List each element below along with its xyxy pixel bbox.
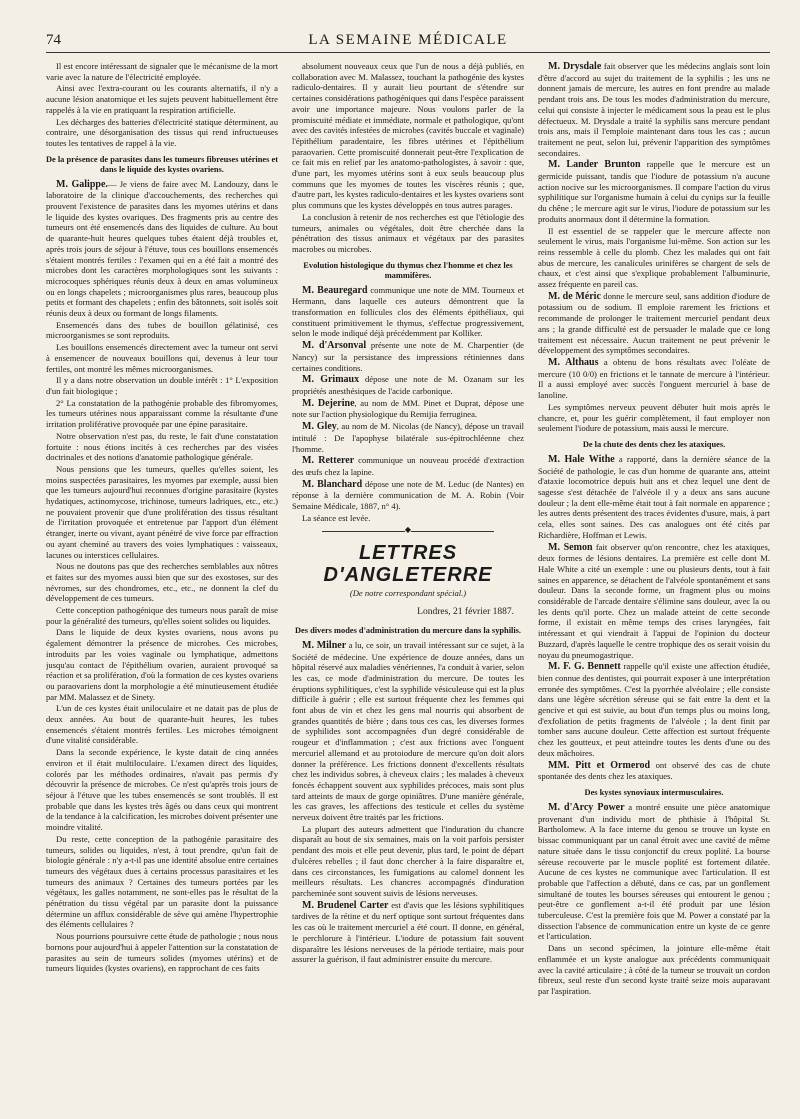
paragraph-text: fait observer qu'on rencontre, chez les ataxiques, deux formes de lésions dentaires. La première est celle dont M. Hale White a cité un exemple : une ou plusieurs dents, tout à fait saines en apparence, se détachent de l'alvéole spontanément et sans douleur. Dans la seconde forme, un fragment plus ou moins considérable de l'arcade dentaire s'élimine sans douleur, avec la ou les dents qu'il porte. Chez un malade atteint de cette seconde forme, il existait en même temps des crises laryngées, fait intéressant et qui viendrait à l'appui de l'opinion du docteur Buzzard, d'après laquelle le centre trophique des os serait voisin du noyau du pneumogastrique. — [538, 541, 770, 660]
paragraph — [538, 454, 770, 541]
paragraph: Nous pourrions poursuivre cette étude de pathologie ; nous nous bornons pour aujourd'hui à appeler l'attention sur la constatation de parasites au sein de tumeurs solides (myomes utérins) et de tumeurs liquides (kystes ovariens), en rapprochant de ces faits — [46, 931, 278, 974]
section-title: De la chute des dents chez les ataxiques. — [582, 439, 726, 449]
paragraph — [292, 900, 524, 965]
paragraph: La séance est levée. — [302, 512, 371, 523]
paragraph: Les décharges des batteries d'électricité statique déterminent, au contraire, une désorganisation des tissus qui rend infructueuses toutes les tentatives de rappel à la vie. — [46, 116, 278, 148]
paragraph-text: communique un nouveau procédé d'extraction des œufs chez la lapine. — [292, 455, 524, 477]
speaker-name: M. Drysdale — [548, 61, 602, 72]
paragraph-text: rappelle qu'il existe une affection étudiée, bien connue des dentistes, qui pourrait exposer à une interprétation erronée des symptômes. C'est la pyorrhée alvéolaire ; elle consiste dans une légère sécrétion séreuse qui se fait entre la dent et la gencive et qui est suivie, au bout d'un temps plus ou moins long, d'exfoliation de petits fragments de l'alvéole ; la dent finit par tomber sans aucune douleur. Cette affection est surtout fréquente chez les goutteux, et peut atteindre toutes les dents d'une ou des deux mâchoires. — [538, 661, 770, 758]
paragraph-text: Dans un second spécimen, la jointure elle-même était enflammée et un kyste analogue aux précédents communiquait avec la cavité articulaire ; à côté de la tumeur se trouvait un cordon fibreux, seul reste d'un second kyste traité seize mois auparavant par l'aspiration. — [538, 943, 770, 996]
paragraph — [538, 159, 770, 224]
paragraph: L'un de ces kystes était uniloculaire et ne datait pas de plus de deux années. Au bout de quarante-huit heures, les tubes ensemencés s'étaient montrés fertiles. Les microbes témoignent d'une vitalité considérable. — [46, 703, 278, 746]
paragraph-text: a lu, ce soir, un travail intéressant sur ce sujet, à la Société de médecine. Une expérience de douze années, dans un hôpital réservé aux maladies vénériennes, l'a conduit à varier, selon les cas, ce mode d'administration du mercure. De toutes les éruptions syphilitiques, c'est la syphilide vésiculeuse qui est la plus difficile à guérir ; elle est surtout fréquente chez les femmes qui font abus de vin et chez les gens mal nourris qui absorbent de grandes quantités de bière ; dans tous ces cas, les diverses formes de syphilides sont accompagnées d'un degré considérable de rougeur et d'inflammation ; c'est aux frictions avec l'onguent mercuriel allemand et au protoiodure de mercure qu'on doit alors donner la préférence. Les frictions donnent d'excellents résultats chez les individus sobres, à cheveux clairs ; les malades à cheveux foncés échappent souvent aux syphilides précoces, mais sont plus tard atteints de maux de gorge opiniâtres. D'une manière générale, les cas graves, les affections des testicule et celles du système nerveux doivent être traités par les frictions. — [292, 639, 524, 823]
paragraph: Nous pensions que les tumeurs, quelles qu'elles soient, les moins suspectées parasitaires, les myomes par exemple, aussi bien que les tumeurs aujourd'hui reconnues d'origine parasitaire (kystes hydatiques, actinomycose, trichinose, tumeurs ladriques, etc., etc.) ne pouvaient provenir que d'une prolifération des tissus résultant de l'irritation provoquée et entretenue par l'apport d'un élément étranger, inerte ou vivant, ayant pénétré de vive force par effraction ou ayant cheminé au travers des voies lymphatiques : vaisseaux, lacunes ou interstices cellulaires. — [46, 463, 278, 560]
column-2 — [292, 61, 524, 1111]
paragraph-text: dépose une note de M. Ozanam sur les propriétés anesthésiques de l'acide carbonique. — [292, 374, 524, 396]
paragraph — [292, 421, 524, 454]
paragraph-text: a rapporté, dans la dernière séance de la Société de pathologie, le cas d'un homme de quarante ans, atteint d'ataxie locomotrice depuis huit ans et chez lequel une dent de sagesse s'est détachée de l'alvéole il y a deux ans sans aucune douleur ; la dent elle-même était tout à fait normale en apparence ; les autres dents présentent des traces évidentes d'usure, mais, à part cela, elles sont saines. Des cas analogues ont été cités par Richardière, Hoffman et Lewis. — [538, 453, 770, 540]
speaker-name: M. Gley — [302, 421, 337, 433]
paragraph — [292, 340, 524, 373]
paragraph: Dans le liquide de deux kystes ovariens, nous avons pu également démontrer la présence de microbes. Ces microbes, introduits par les voies vaginale ou lymphatique, admettons jusqu'au contact de l'épithélium ovarien, auraient provoqué sa réaction et sa prolifération, d'où la formation de ces kystes ovariens ou paraovariens dont la morphologie a été minutieusement étudiée par MM. Malassez et de Sinety. — [46, 627, 278, 702]
paragraph: Dans la seconde expérience, le kyste datait de cinq années environ et il était multiloculaire. L'examen direct des liquides, colorés par les méthodes ordinaires, n'avait pas permis d'y découvrir la présence de microbes. Ce n'est qu'après trois jours de séjour à l'étuve que les tubes ensemencés se sont troublés. Il est probable que dans les kystes très âgés ou dans ceux qui montrent de la tendance à la calcification, les microbes doivent présenter une moindre vitalité. — [46, 747, 278, 833]
speaker-name: M. d'Arsonval — [302, 340, 367, 352]
paragraph-text: est d'avis que les lésions syphilitiques tardives de la rétine et du nerf optique sont surtout fréquentes dans les cas où le traitement mercuriel a été court. Il donne, en général, le perchlorure à l'intérieur. L'iodure de potassium fait souvent disparaître les lésions nerveuses de la période tertiaire, mais pour assurer la guérison, il faut administrer ensuite du mercure. — [292, 899, 524, 965]
paragraph-text: a montré ensuite une pièce anatomique provenant d'un individu mort de phthisie à l'hôpital St. Bartholomew. A la face interne du genou se trouve un kyste en bissac communiquant par un canal étroit avec une cavité de même nature située dans le tissu conjonctif du creux poplité. La bourse séreuse recouverte par le muscle poplité est fortement dilatée. Aucune de ces kystes ne communique avec l'articulation. Il est probable que l'affection a débuté, dans ce cas, par un gonflement simultané de toutes les bourses séreuses qui entourent le genou ; peut-être ce gonflement a-t-il été produit par une lésion tuberculeuse. C'est la première fois que M. Power a constaté par la dissection l'absence de communication entre un kyste de ce genre et l'articulation. — [538, 802, 770, 942]
paragraph — [292, 398, 524, 420]
paragraph-text: a obtenu de bons résultats avec l'oléate de mercure (10 0/0) en frictions et le tannate de mercure à l'intérieur. Il a aussi employé avec succès l'onguent mercuriel à base de lanoline. — [538, 356, 770, 401]
speaker-name: M. Brudenel Carter — [302, 899, 389, 911]
section-title: De la présence de parasites dans les tumeurs fibreuses utérines et dans le liquide des kystes ovariens. — [46, 154, 278, 174]
paragraph — [538, 402, 770, 434]
speaker-name: M. Milner — [302, 639, 347, 651]
paragraph — [538, 226, 770, 290]
paragraph: Cette conception pathogénique des tumeurs nous paraît de mise pour la généralité des tumeurs, qu'elles soient solides ou liquides. — [46, 605, 278, 626]
paragraph-text: fait observer que les médecins anglais sont loin d'être d'accord au sujet du traitement de la syphilis ; les uns ne donnent jamais de mercure, les autres en font prendre au malade pendant trois ans. De tous les modes d'administration du mercure, celui qui consiste à injecter le médicament sous la peau est le plus défectueux. M. Drysdale a traité la syphilis sans mercure pendant trois ans, mais il l'emploie maintenant dans tous les cas ; aucun traitement ne peut, selon lui, prévenir l'apparition des symptômes secondaires. — [538, 61, 770, 158]
paragraph-text: — Je viens de faire avec M. Landouzy, dans le laboratoire de la clinique d'accouchements, des recherches qui prouvent l'existence de parasites dans les myomes utérins et dans le liquide des kystes ovariques. Des fragments pris au centre des tumeurs ont été ensemencés dans des liquides de culture. Au bout de quarante-huit heures quelques tubes étaient déjà troubles et, après trois jours de séjour à l'étuve, tous ces bouillons ensemencés s'étaient montrés fertiles : l'examen qui en a été fait a montré des microbes dont les caractères morphologiques sont les suivants : microcoques sphériques réunis deux à deux en amas volumineux ou en longs chapelets ; microorganismes plus rares, beaucoup plus petits et formant des chapelets ; enfin des bâtonnets, soit isolés soit réunis deux à deux ou formant de longs filaments. — [46, 178, 278, 319]
paragraph: Du reste, cette conception de la pathogénie parasitaire des tumeurs, solides ou liquides, n'est, à tout prendre, qu'un fait de biologie générale : n'y a-t-il pas une identité absolue entre certaines tumeurs des végétaux dues à certains processus parasitaires et les tumeurs des animaux ? Certaines des tumeurs portées par les végétaux, les galles notamment, ne sont-elles pas le résultat de la pénétration du tissu végétal par un parasite dont la puissance détermine un afflux considérable de sève qui amène l'hypertrophie des éléments cellulaires ? — [46, 833, 278, 930]
correspondent-note: (De notre correspondant spécial.) — [349, 588, 467, 599]
section-divider — [322, 531, 494, 532]
paragraph-text: La plupart des auteurs admettent que l'induration du chancre disparaît au bout de six semaines, mais on la voit parfois persister pendant des mois et elle peut devenir, plus tard, le point de départ d'ulcères rebelles ; il faut donc chercher à la faire disparaître et, dans ces circonstances, les fumigations au calomel donnent les meilleurs résultats. Les chancres accompagnés d'induration parcheminée sont souvent suivis de lésions nerveuses. — [292, 823, 524, 898]
paragraph: Ensemencés dans des tubes de bouillon gélatinisé, ces microorganismes se sont reproduits. — [46, 319, 278, 341]
column-1 — [46, 61, 278, 1111]
speaker-name: M. Retterer — [302, 455, 355, 467]
paragraph-text: dépose une note de M. Leduc (de Nantes) en réponse à la dernière communication de M. A. Robin (Voir Semaine Médicale, 1887, n° 4). — [292, 478, 524, 512]
paragraph-text: présente une note de M. Charpentier (de Nancy) sur la persistance des impressions rétiniennes dans certaines conditions. — [292, 340, 524, 373]
columns — [46, 61, 770, 1111]
section-title: Evolution histologique du thymus chez l'homme et chez les mammifères. — [303, 260, 513, 280]
paragraph-text: rappelle que le mercure est un germicide puissant, tandis que l'iodure de potassium n'a aucune action nocive sur les microorganismes. Il compare l'action du virus syphilitique sur l'organisme humain à celui du cynips sur la feuille du chêne ; le mercure agit sur le virus, l'iodure de potassium sur les produits anormaux dont il détermine la formation. — [538, 159, 770, 224]
section-title: Des divers modes d'administration du mercure dans la syphilis. — [294, 625, 522, 635]
journal-title: LA SEMAINE MÉDICALE — [308, 32, 508, 48]
speaker-name: M. Althaus — [548, 356, 599, 368]
speaker-name: M. Blanchard — [302, 478, 363, 490]
paragraph: Notre observation n'est pas, du reste, le fait d'une constatation fortuite : nous étions incités à ces recherches par des visées doctrinales et des notions d'anatomie pathologique générale. — [46, 430, 278, 463]
paragraph — [538, 943, 770, 997]
paragraph-text: donne le mercure seul, sans addition d'iodure de potassium ou de sodium. Il emploie rarement les frictions et recommande de prolonger le traitement mercuriel pendant deux ans ; la grande difficulté est de persuader le malade que ce long traitement est nécessaire. Aucun traitement ne peut prévenir le développement des symptômes secondaires. — [538, 290, 770, 356]
speaker-name: M. Hale Withe — [548, 453, 615, 465]
paragraph — [292, 455, 524, 477]
paragraph-text: , au nom de MM. Pinet et Duprat, dépose une note sur l'action physiologique du Remijia ferruginea. — [292, 397, 524, 420]
paragraph — [538, 61, 770, 158]
paragraph: Il y a dans notre observation un double intérêt : 1° L'exposition d'un fait biologique ; — [46, 375, 278, 396]
paragraph-text: Il est essentiel de se rappeler que le mercure affecte non seulement le virus, mais l'organisme lui-même. Son action sur les reins ressemble à celle du plomb. Chez les malades qui ont fait abus de mercure, les canalicules urinifères se chargent de sels de chaux, et c'est ainsi que s'explique probablement l'albuminurie, assez fréquente en pareil cas. — [538, 225, 770, 290]
speaker-name: M. Grimaux — [302, 374, 360, 386]
paragraph: 2° La constatation de la pathogénie probable des fibromyomes, les tumeurs utérines nous apparaissant comme la résultante d'une irritation proliférative provoquée par une épine parasitaire. — [46, 397, 278, 430]
speaker-name: M. Dejerine — [302, 397, 355, 409]
paragraph: Il est encore intéressant de signaler que le mécanisme de la mort varie avec la nature de l'électricité employée. — [46, 61, 278, 82]
paragraph — [292, 374, 524, 396]
section-title: Des kystes synoviaux intermusculaires. — [584, 788, 724, 797]
speaker-name: M. Lander Brunton — [548, 159, 641, 171]
paragraph-text: ont observé des cas de chute spontanée des dents chez les ataxiques. — [538, 759, 770, 782]
paragraph: La conclusion à retenir de nos recherches est que l'étiologie des tumeurs, animales ou végétales, doit être cherchée dans la pénétration des tissus animaux et végétaux par des parasites macrobes ou microbes. — [292, 211, 524, 254]
speaker-name: M. F. G. Bennett — [548, 661, 621, 673]
page-header — [46, 30, 770, 53]
paragraph — [46, 179, 278, 319]
paragraph — [292, 640, 524, 823]
lettres-title: LETTRES D'ANGLETERRE — [323, 542, 493, 587]
speaker-name: M. de Méric — [548, 290, 601, 302]
speaker-name: MM. Pitt et Ormerod — [548, 759, 651, 771]
page-number: 74 — [46, 32, 61, 48]
paragraph: absolument nouveaux ceux que l'un de nous a déjà publiés, en collaboration avec M. Malassez, touchant la pathogénie des kystes radiculo-dentaires. Il y aurait lieu pourtant de s'étendre sur certaines considérations pathogéniques qui dans l'espèce paraissent avoir une importance majeure. Nous voulons parler de la promiscuité médiate et immédiate, normale et pathologique, qu'ont avec des cavités infestées de microbes (cavités buccale et vaginale) l'épithélium paradentaire, les fibres utérines et l'épithélium paraovarien. Cette promiscuité donnerait peut-être l'explication de ce fait mis en relief par les anatomo-pathologistes, à savoir : que, d'une part, les myomes utérins sont à eux seuls beaucoup plus communs que les myomes de toutes les viscères réunis ; que, d'autre part, les kystes radiculo-dentaires et les kystes ovariens sont plus communs que les kystes développés en tous autres parages. — [292, 61, 524, 211]
paragraph-text: Les symptômes nerveux peuvent débuter huit mois après le chancre, et, pour les guérir complètement, il faut employer non seulement l'iodure de potassium, mais aussi le mercure. — [538, 401, 770, 434]
paragraph-text: , au nom de M. Nicolas (de Nancy), dépose un travail intitulé : De l'apophyse bilatérale sus-épitrochléenne chez l'homme. — [292, 421, 524, 454]
paragraph-text: communique une note de MM. Tourneux et Hermann, dans laquelle ces auteurs démontrent que la transformation en follicules clos des éléments épithéliaux, qui constituent primitivement le thymus, s'effectue progressivement, selon le mode indiqué déjà précédemment par Kolliker. — [292, 284, 524, 339]
paragraph — [292, 285, 524, 340]
paragraph — [538, 802, 770, 942]
paragraph — [538, 357, 770, 401]
place-date: Londres, 21 février 1887. — [417, 607, 514, 618]
paragraph — [292, 824, 524, 899]
paragraph: Ainsi avec l'extra-courant ou les courants alternatifs, il n'y a aucune lésion anatomique et les sujets peuvent habituellement être rappelés à la vie en pratiquant la respiration artificielle. — [46, 83, 278, 115]
paragraph — [538, 291, 770, 356]
speaker-name: M. Semon — [548, 541, 593, 553]
paragraph — [292, 479, 524, 512]
paragraph: Nous ne doutons pas que des recherches semblables aux nôtres et faites sur des myomes aussi bien que sur des exostoses, sur des névromes, sur des chondromes, etc., etc., ne donnent la clef du développement de ces tumeurs. — [46, 561, 278, 604]
speaker-name: M. Galippe. — [56, 178, 108, 190]
speaker-name: M. d'Arcy Power — [548, 802, 625, 813]
paragraph — [538, 542, 770, 661]
speaker-name: M. Beauregard — [302, 284, 368, 296]
paragraph — [538, 661, 770, 758]
paragraph — [538, 760, 770, 782]
paragraph: Les bouillons ensemencés directement avec la tumeur ont servi à ensemencer de nouveaux bouillons qui, devenus à leur tour fertiles, ont montré les mêmes microorganismes. — [46, 342, 278, 374]
column-3 — [538, 61, 770, 1111]
